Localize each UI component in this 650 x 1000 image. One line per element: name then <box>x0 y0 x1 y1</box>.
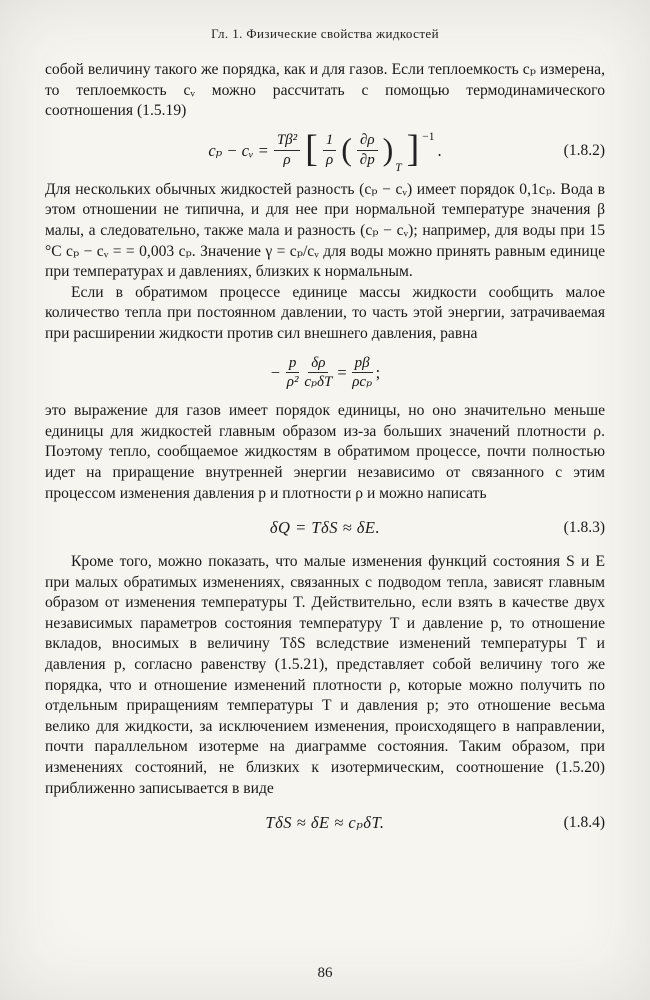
period: . <box>437 140 442 160</box>
fraction-drho-dp: $\frac{\partial\rho}{\partial p}$ <box>357 132 378 169</box>
fraction-drho-cpdT: $\frac{\delta\rho}{\text{cₚδT}}$ <box>304 354 333 391</box>
fraction-pbeta-rhocp: $\frac{p\beta}{\text{ρcₚ}}$ <box>352 354 373 391</box>
equation-1-8-4 <box>45 809 605 837</box>
paragraph-2: Для нескольких обычных жидкостей разность (cₚ − cᵥ) имеет порядок 0,1cₚ. Вода в этом отношении не типична, и для нее при нормальной температуре значения β малы, а следовательно, также мала и разность (cₚ − cᵥ); например, для воды при 15 °C cₚ − cᵥ = = 0,003 cₚ. Значение γ = cₚ/cᵥ для воды можно принять равным единице при температурах и давлениях, близких к нормальным. <box>45 180 605 281</box>
equation-1-8-2 <box>45 127 605 174</box>
semicolon: ; <box>375 362 381 382</box>
fraction-p-rho2: $\frac{p}{\text{ρ²}}$ <box>286 354 299 391</box>
fraction-1-rho: $\frac{1}{\rho}$ <box>323 132 337 169</box>
equals-sign: = <box>337 362 347 382</box>
left-bracket: [ <box>305 127 318 170</box>
paragraph-1: собой величину такого же порядка, как и для газов. Если теплоемкость cₚ измерена, то теплоемкость cᵥ можно рассчитать с помощью термодинамического соотношения (1.5.19) <box>45 61 605 120</box>
equation-body: TδS ≈ δE ≈ cₚδT. <box>265 813 385 833</box>
subscript-T: T <box>395 161 402 174</box>
equation-unnumbered <box>45 355 605 392</box>
equation-1-8-3 <box>45 514 605 542</box>
minus-sign: − <box>269 362 281 382</box>
left-paren: ( <box>341 130 352 167</box>
equation-number: (1.8.4) <box>563 814 605 832</box>
fraction-T-beta2-rho: $\frac{\text{Tβ²}}{\rho}$ <box>274 132 300 169</box>
eq-lhs: cₚ − cᵥ = <box>208 140 269 160</box>
paragraph-4: это выражение для газов имеет порядок единицы, но оно значительно меньше единицы для жидкостей главным образом из-за больших значений плотности ρ. Поэтому тепло, сообщаемое жидкостям в обратимом процессе, почти полностью идет на приращение внутренней энергии независимо от связанного с этим процессом изменения давления p и плотности ρ и можно написать <box>45 402 605 502</box>
equation-number: (1.8.2) <box>563 141 605 159</box>
page-number: 86 <box>317 965 333 981</box>
running-head: Гл. 1. Физические свойства жидкостей <box>211 26 439 41</box>
paragraph-5: Кроме того, можно показать, что малые изменения функций состояния S и E при малых обратимых изменениях, связанных с подводом тепла, зависят главным образом от изменения температуры T. Действительно, если взять в качестве двух независимых параметров состояния температуру T и давление p, то отношение вкладов, вносимых в величину TδS вследствие изменений температуры T и давления p, согласно равенству (1.5.21), представляет собой величину того же порядка, что и отношение изменений плотности ρ, которые можно получить по отдельным приращениям температуры T и давления p; это отношение весьма велико для жидкости, за исключением изменения, происходящего в направлении, почти параллельном изотерме на диаграмме состояния. Таким образом, при изменениях состояний, не близких к изотермическим, соотношение (1.5.20) приближенно записывается в виде <box>45 553 605 797</box>
right-bracket: ] <box>406 127 420 170</box>
equation-body: δQ = TδS ≈ δE. <box>269 518 381 538</box>
equation-body <box>208 127 442 174</box>
equation-body <box>270 355 381 392</box>
exponent-minus-1: −1 <box>422 130 435 143</box>
equation-number: (1.8.3) <box>563 519 605 537</box>
paragraph-3: Если в обратимом процессе единице массы жидкости сообщить малое количество тепла при постоянном давлении, то часть этой энергии, затрачиваемая при расширении жидкости против сил внешнего давления, равна <box>45 283 605 342</box>
right-paren: ) <box>382 130 394 167</box>
